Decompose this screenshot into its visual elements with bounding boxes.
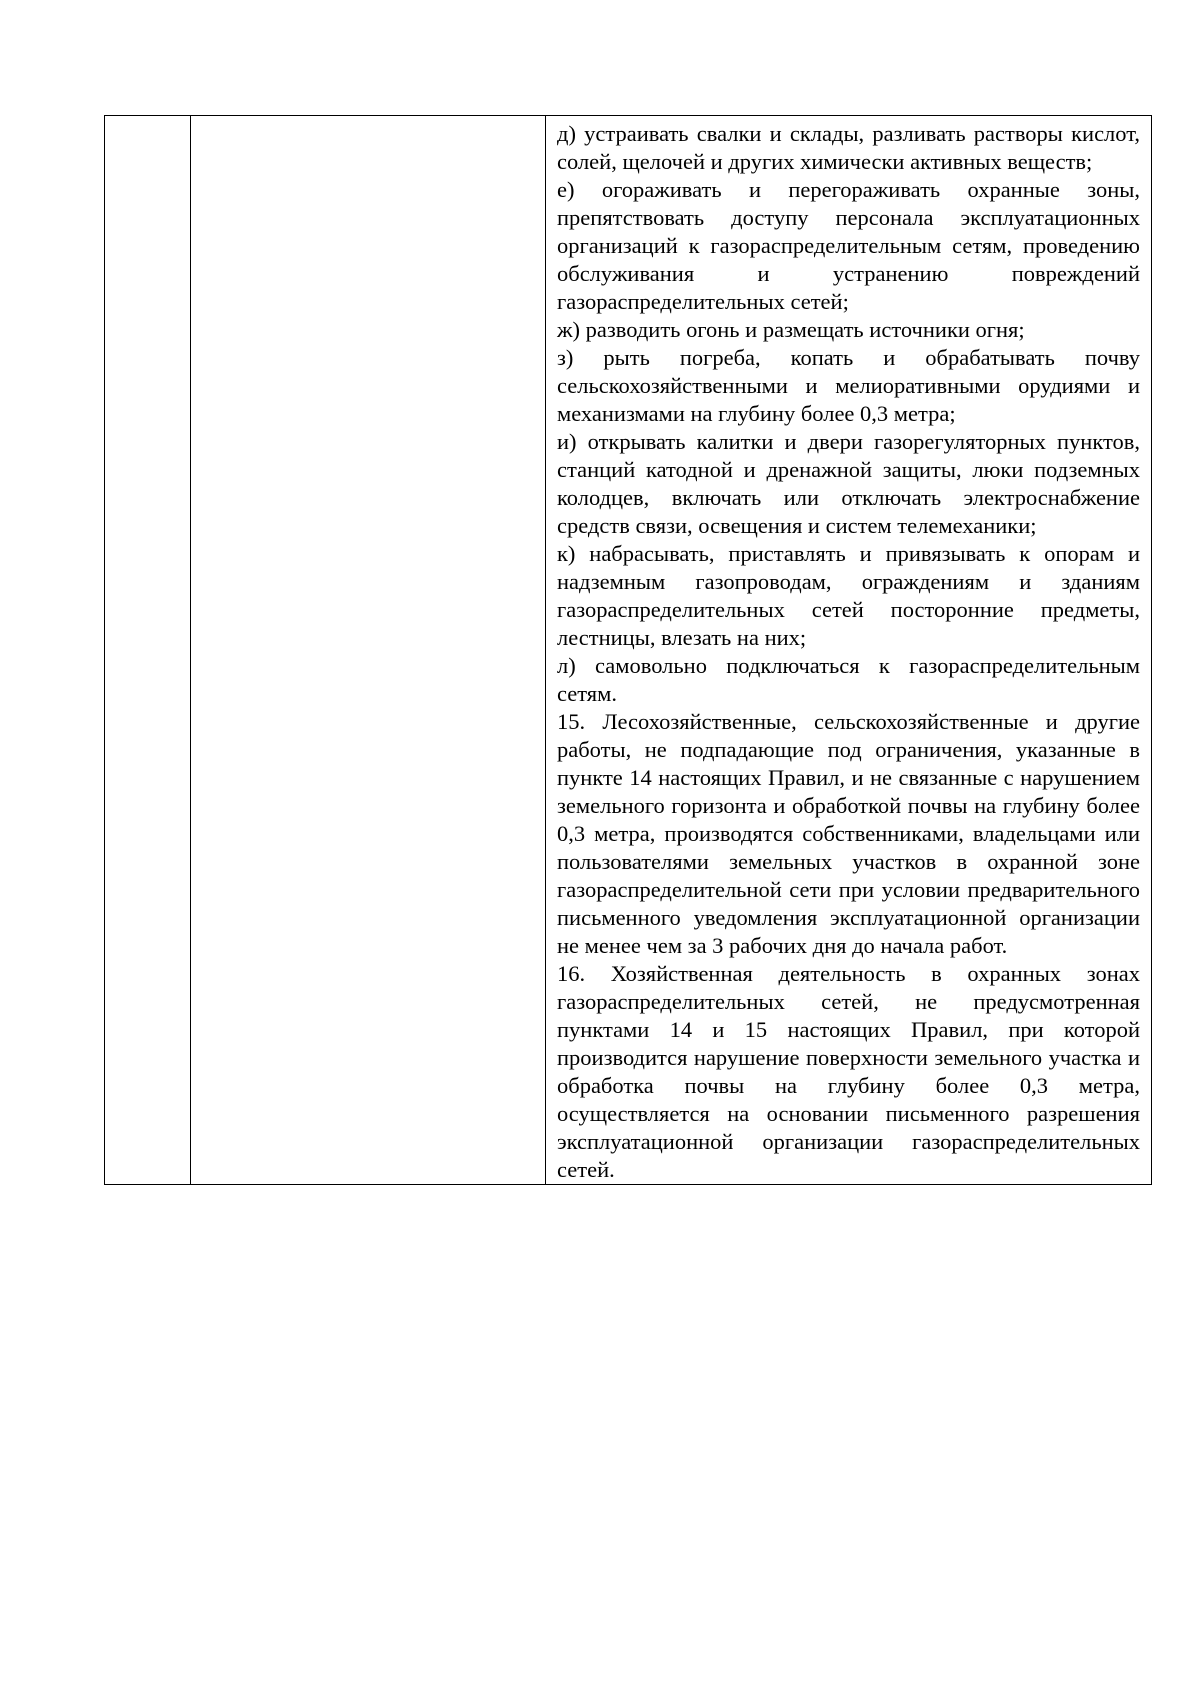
paragraph-k: к) набрасывать, приставлять и привязывать к опорам и надземным газопроводам, ограждениям и зданиям газораспределительных сетей посторонние предметы, лестницы, влезать на них; — [557, 541, 1140, 650]
paragraph-i: и) открывать калитки и двери газорегуляторных пунктов, станций катодной и дренажной защиты, люки подземных колодцев, включать или отключать электроснабжение средств связи, освещения и систем телемеханики; — [557, 429, 1140, 538]
paragraph-d: д) устраивать свалки и склады, разливать растворы кислот, солей, щелочей и других химически активных веществ; — [557, 121, 1140, 174]
cell-number-text — [105, 116, 190, 120]
cell-content — [546, 116, 1151, 1184]
table-cell-number — [105, 116, 191, 1185]
paragraph-l: л) самовольно подключаться к газораспределительным сетям. — [557, 653, 1140, 706]
cell-title-text — [191, 116, 545, 120]
paragraph-e: е) огораживать и перегораживать охранные зоны, препятствовать доступу персонала эксплуатационных организаций к газораспределительным сетям, проведению обслуживания и устранению повреждений газораспределительных сетей; — [557, 177, 1140, 314]
document-table — [104, 115, 1152, 1185]
paragraph-15: 15. Лесохозяйственные, сельскохозяйственные и другие работы, не подпадающие под ограничения, указанные в пункте 14 настоящих Правил, и не связанные с нарушением земельного горизонта и обработкой почвы на глубину более 0,3 метра, производятся собственниками, владельцами или пользователями земельных участков в охранной зоне газораспределительной сети при условии предварительного письменного уведомления эксплуатационной организации не менее чем за 3 рабочих дня до начала работ. — [557, 709, 1140, 958]
paragraph-16: 16. Хозяйственная деятельность в охранных зонах газораспределительных сетей, не предусмотренная пунктами 14 и 15 настоящих Правил, при которой производится нарушение поверхности земельного участка и обработка почвы на глубину более 0,3 метра, осуществляется на основании письменного разрешения эксплуатационной организации газораспределительных сетей. — [557, 961, 1140, 1182]
paragraph-zh: ж) разводить огонь и размещать источники огня; — [557, 317, 1025, 342]
table-row — [105, 116, 1152, 1185]
table-cell-title — [191, 116, 546, 1185]
table-cell-content — [546, 116, 1152, 1185]
paragraph-z: з) рыть погреба, копать и обрабатывать почву сельскохозяйственными и мелиоративными орудиями и механизмами на глубину более 0,3 метра; — [557, 345, 1140, 426]
